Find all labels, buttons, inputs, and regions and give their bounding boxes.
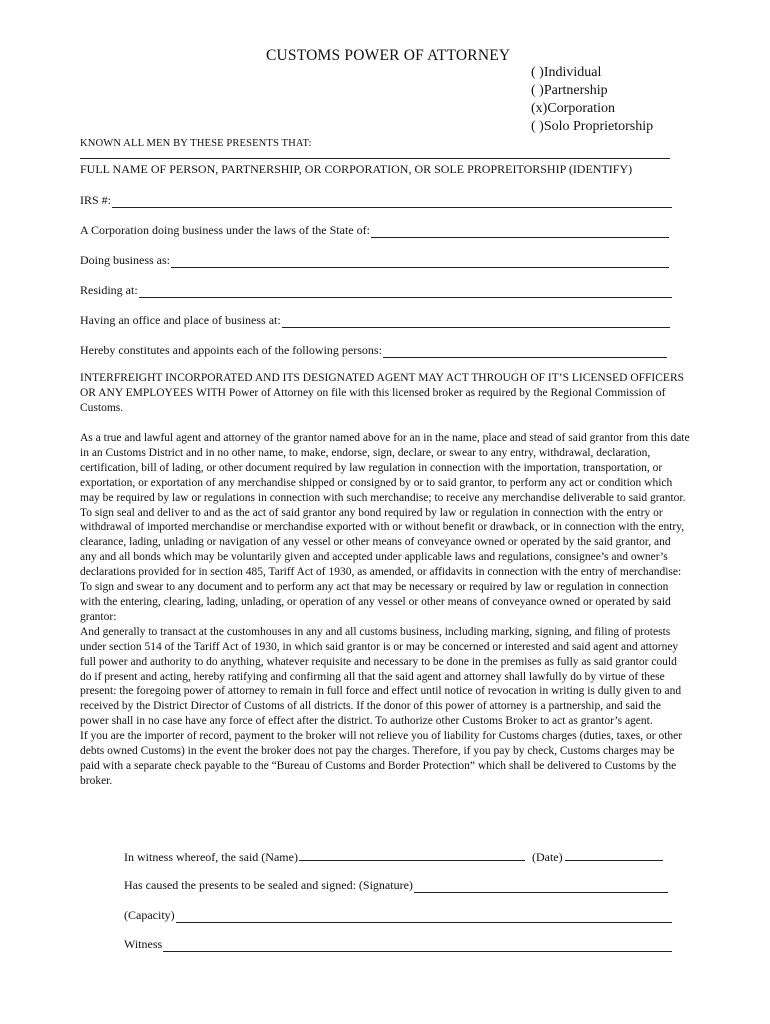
state-label: A Corporation doing business under the laws of the State of: — [80, 223, 370, 237]
dba-input-line[interactable] — [171, 256, 669, 268]
signature-label: Has caused the presents to be sealed and signed: (Signature) — [124, 878, 413, 892]
irs-input-line[interactable] — [112, 196, 672, 208]
residing-input-line[interactable] — [139, 286, 672, 298]
known-all-men-heading: KNOWN ALL MEN BY THESE PRESENTS THAT: — [80, 138, 312, 149]
signature-field[interactable] — [124, 878, 668, 893]
body-paragraph: To sign and swear to any document and to perform any act that may be necessary or required by law or regulation in connection with the entering, clearing, lading, unlading, or operation of any vessel or other means of conveyance owned or operated by said grantor: — [80, 581, 671, 623]
capacity-label: (Capacity) — [124, 908, 175, 922]
witness-input-line[interactable] — [163, 940, 672, 952]
irs-field[interactable] — [80, 193, 672, 208]
entity-option-corporation[interactable]: (x)Corporation — [531, 101, 615, 116]
office-input-line[interactable] — [282, 316, 670, 328]
witness-name-date-field[interactable] — [124, 849, 672, 865]
entity-option-partnership[interactable]: ( )Partnership — [531, 83, 608, 98]
office-label: Having an office and place of business at: — [80, 313, 281, 327]
document-title: CUSTOMS POWER OF ATTORNEY — [266, 47, 511, 64]
full-name-label: FULL NAME OF PERSON, PARTNERSHIP, OR CORPORATION, OR SOLE PROPREITORSHIP (IDENTIFY) — [80, 162, 633, 176]
irs-label: IRS #: — [80, 193, 112, 207]
agent-statement — [80, 371, 690, 416]
entity-option-individual[interactable]: ( )Individual — [531, 65, 602, 80]
dba-field[interactable] — [80, 253, 669, 268]
residing-label: Residing at: — [80, 283, 138, 297]
state-field[interactable] — [80, 223, 669, 238]
agent-statement-caps: INTERFREIGHT INCORPORATED AND ITS DESIGNATED AGENT MAY ACT THROUGH OF IT’S LICENSED OFFICERS OR ANY EMPLOYEES WITH — [80, 372, 685, 399]
powers-body — [80, 431, 690, 789]
body-paragraph: And generally to transact at the customhouses in any and all customs business, including marking, signing, and filing of protests under section 514 of the Tariff Act of 1930, in which said grantor is or may be concerned or interested and said agent and attorney full power and authority to do anything, whatever requisite and necessary to be done in the premises as fully as said grantor could do if present and acting, hereby ratifying and confirming all that the said agent and attorney shall lawfully do by virtue of these present: the foregoing power of attorney to remain in full force and effect until notice of revocation in writing is dully given to and received by the District Director of Customs of all districts. If the donor of this power of attorney is a partnership, and said the power shall in no case have any force of effect after the district. To authorize other Customs Broker to act as grantor’s agent. — [80, 625, 682, 728]
residing-field[interactable] — [80, 283, 672, 298]
agent-statement-rest: Power of Attorney on file with this licensed broker as required by the Regional Commission of Customs. — [80, 387, 666, 414]
body-paragraph: If you are the importer of record, payment to the broker will not relieve you of liability for Customs charges (duties, taxes, or other debts owned Customs) in the event the broker does not pay the charges. Therefore, if you pay by check, Customs charges may be paid with a separate check payable to the “Bureau of Customs and Border Protection” which shall be delivered to Customs by the broker. — [80, 730, 683, 787]
capacity-input-line[interactable] — [176, 911, 672, 923]
witness-label: Witness — [124, 937, 163, 951]
date-label: (Date) — [528, 850, 563, 864]
body-paragraph: To sign seal and deliver to and as the act of said grantor any bond required by law or regulation in connection with the entry or withdrawal of imported merchandise or merchandise exported with or without benefit or drawback, or in connection with the entry, clearance, lading, unlading or navigation of any vessel or other means of conveyance owned or operated by the said grantor, and any and all bonds which may be voluntarily given and accepted under applicable laws and regulations, consignee’s and owner’s declarations provided for in section 485, Tariff Act of 1930, as amended, or affidavits in connection with the entry of merchandise: — [80, 506, 685, 579]
date-input-line[interactable] — [565, 849, 663, 861]
full-name-input-line[interactable] — [80, 158, 670, 159]
witness-name-label: In witness whereof, the said (Name) — [124, 850, 298, 864]
body-paragraph: As a true and lawful agent and attorney of the grantor named above for an in the name, place and stead of said grantor from this date in an Customs District and in no other name, to make, endorse, sign, declare, or swear to any entry, withdrawal, declaration, certification, bill of lading, or other document required by law regulation in connection with the importation, transportation, or exportation, or exportation of any merchandise shipped or consigned by or to said grantor, to perform any act or condition which may be required by law or regulations in connection with such merchandise; to receive any merchandise deliverable to said grantor. — [80, 432, 690, 504]
signature-input-line[interactable] — [414, 881, 668, 893]
state-input-line[interactable] — [371, 226, 669, 238]
dba-label: Doing business as: — [80, 253, 170, 267]
appoints-field[interactable] — [80, 343, 667, 358]
office-field[interactable] — [80, 313, 670, 328]
appoints-label: Hereby constitutes and appoints each of the following persons: — [80, 343, 382, 357]
appoints-input-line[interactable] — [383, 346, 667, 358]
capacity-field[interactable] — [124, 908, 672, 923]
name-input-line[interactable] — [299, 849, 525, 861]
witness-field[interactable] — [124, 937, 672, 952]
entity-option-sole-proprietorship[interactable]: ( )Solo Proprietorship — [531, 119, 654, 134]
